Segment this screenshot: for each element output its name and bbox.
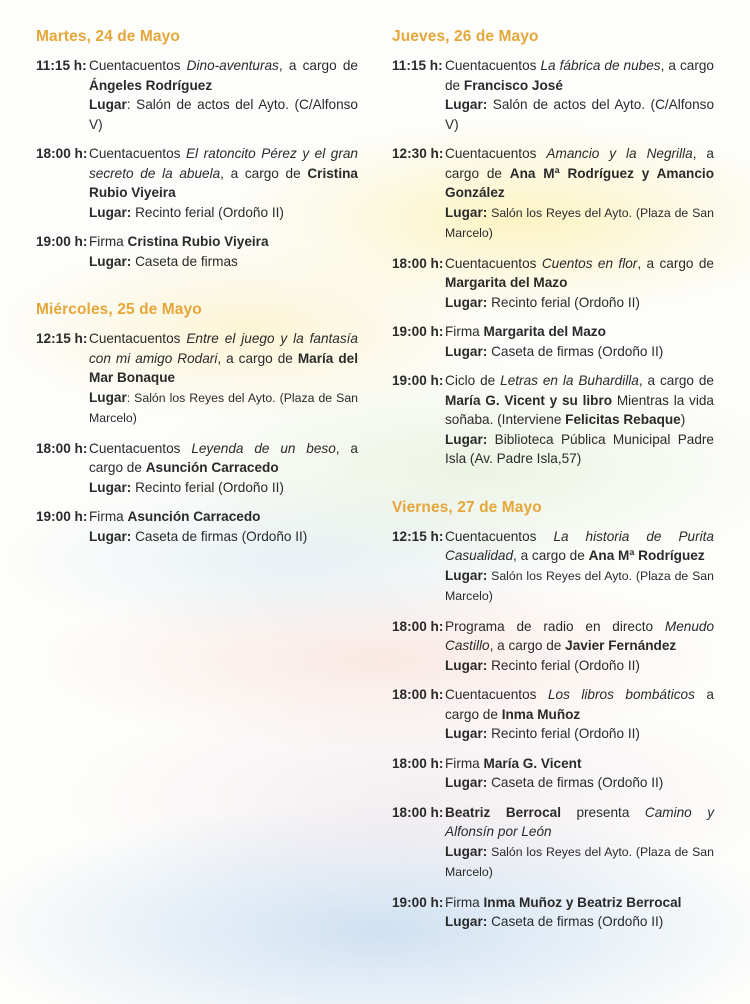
event-title: La fábrica de nubes — [540, 58, 661, 73]
left-column — [36, 28, 358, 556]
event-item — [36, 144, 358, 222]
event-place: Lugar: Salón de actos del Ayto. (C/Alfonso V) — [445, 97, 714, 132]
event-time: 11:15 h: — [36, 58, 87, 73]
event-item — [392, 685, 714, 744]
event-author: Francisco José — [463, 77, 563, 93]
event-place: Lugar: Salón de actos del Ayto. (C/Alfonso V) — [89, 97, 358, 132]
event-description: Cuentacuentos Leyenda de un beso, a cargo de Asunción Carracedo — [89, 440, 358, 475]
event-author: Javier Fernández — [565, 638, 677, 653]
event-time: 18:00 h: — [392, 618, 444, 634]
event-place: Lugar: Salón los Reyes del Ayto. (Plaza de San Marcelo) — [445, 204, 714, 240]
event-place: Lugar: Recinto ferial (Ordoño II) — [445, 657, 640, 673]
day-heading: Martes, 24 de Mayo — [36, 28, 180, 45]
event-author: Ana Mª Rodríguez y Amancio González — [445, 165, 714, 200]
event-time: 18:00 h: — [392, 755, 444, 771]
event-place: Lugar: Recinto ferial (Ordoño II) — [445, 294, 640, 310]
event-description: Cuentacuentos El ratoncito Pérez y el gran secreto de la abuela, a cargo de Cristina Rubio Viyeira — [89, 146, 358, 200]
event-description: Cuentacuentos Los libros bombáticos a cargo de Inma Muñoz — [445, 687, 714, 722]
event-item — [392, 527, 714, 607]
event-description: Firma María G. Vicent — [445, 755, 582, 771]
event-item — [392, 144, 714, 244]
event-description: Beatriz Berrocal presenta Camino y Alfonsín por León — [445, 804, 715, 839]
event-time: 12:15 h: — [36, 331, 88, 346]
event-place: Lugar: Recinto ferial (Ordoño II) — [89, 204, 284, 220]
event-place: Lugar: Caseta de firmas (Ordoño II) — [445, 775, 664, 790]
event-title: Amancio y la Negrilla — [546, 146, 693, 161]
event-description: Cuentacuentos La fábrica de nubes, a cargo de Francisco José — [445, 58, 714, 93]
event-author: María G. Vicent y su libro — [445, 392, 613, 408]
event-time: 12:15 h: — [392, 528, 444, 544]
event-author: María del Mar Bonaque — [89, 350, 358, 385]
event-title: Leyenda de un beso — [191, 440, 336, 456]
event-item — [36, 56, 358, 134]
event-description: Firma Asunción Carracedo — [89, 509, 261, 524]
event-description: Programa de radio en directo Menudo Castillo, a cargo de Javier Fernández — [445, 618, 714, 653]
event-author: Cristina Rubio Viyeira — [127, 234, 269, 249]
event-item — [392, 893, 714, 932]
event-author: Beatriz Berrocal — [445, 804, 561, 820]
right-column — [392, 28, 714, 942]
event-time: 19:00 h: — [392, 324, 444, 339]
event-item — [36, 439, 358, 498]
event-description: Ciclo de Letras en la Buhardilla, a cargo de María G. Vicent y su libro Mientras la vida soñaba. (Interviene Felicitas Rebaque) — [445, 373, 714, 427]
event-time: 19:00 h: — [392, 894, 444, 910]
event-author: Inma Muñoz — [501, 706, 581, 722]
event-description: Cuentacuentos Cuentos en flor, a cargo de Margarita del Mazo — [445, 255, 714, 290]
event-description: Firma Margarita del Mazo — [445, 324, 606, 339]
event-author: Ana Mª Rodríguez — [588, 548, 705, 563]
event-guest: Felicitas Rebaque — [565, 412, 681, 427]
event-author: María G. Vicent — [483, 755, 582, 771]
event-time: 18:00 h: — [392, 687, 444, 702]
event-time: 18:00 h: — [36, 440, 88, 456]
event-description: Cuentacuentos La historia de Purita Casualidad, a cargo de Ana Mª Rodríguez — [445, 528, 714, 563]
event-description: Firma Inma Muñoz y Beatriz Berrocal — [445, 894, 682, 910]
event-title: El ratoncito Pérez y el gran secreto de la abuela — [89, 146, 358, 181]
event-item — [36, 507, 358, 546]
event-time: 19:00 h: — [36, 509, 88, 524]
event-time: 19:00 h: — [392, 373, 444, 388]
event-title: Letras en la Buhardilla — [500, 373, 639, 388]
event-place: Lugar: Caseta de firmas — [89, 253, 238, 269]
event-item — [392, 617, 714, 676]
event-place: Lugar: Recinto ferial (Ordoño II) — [445, 726, 640, 741]
event-description: Firma Cristina Rubio Viyeira — [89, 234, 269, 249]
event-author: Asunción Carracedo — [127, 509, 261, 524]
event-place: Lugar: Recinto ferial (Ordoño II) — [89, 479, 284, 495]
event-item — [392, 754, 714, 793]
event-author: Ángeles Rodríguez — [89, 77, 213, 93]
event-place: Lugar: Salón los Reyes del Ayto. (Plaza de San Marcelo) — [445, 843, 714, 879]
day-heading: Miércoles, 25 de Mayo — [36, 301, 202, 318]
event-description: Cuentacuentos Entre el juego y la fantasía con mi amigo Rodari, a cargo de María del Mar Bonaque — [89, 331, 358, 385]
event-place: Lugar: Caseta de firmas (Ordoño II) — [445, 914, 664, 929]
event-place: Lugar: Salón los Reyes del Ayto. (Plaza de San Marcelo) — [89, 389, 358, 425]
event-place: Lugar: Biblioteca Pública Municipal Padre Isla (Av. Padre Isla,57) — [445, 431, 714, 466]
event-description: Cuentacuentos Dino-aventuras, a cargo de Ángeles Rodríguez — [89, 58, 358, 93]
event-item — [36, 329, 358, 429]
event-place: Lugar: Caseta de firmas (Ordoño II) — [89, 528, 308, 544]
day-heading: Viernes, 27 de Mayo — [392, 498, 542, 516]
event-place: Lugar: Salón los Reyes del Ayto. (Plaza de San Marcelo) — [445, 567, 714, 603]
event-title: Entre el juego y la fantasía con mi amigo Rodari — [89, 331, 358, 366]
event-time: 19:00 h: — [36, 234, 88, 249]
event-time: 18:00 h: — [36, 146, 88, 161]
event-time: 11:15 h: — [392, 58, 443, 73]
event-place: Lugar: Caseta de firmas (Ordoño II) — [445, 343, 664, 359]
event-author: Asunción Carracedo — [145, 460, 279, 475]
event-title: Menudo Castillo — [445, 618, 714, 653]
event-title: Los libros bombáticos — [547, 687, 695, 702]
event-title: Dino-aventuras — [186, 58, 279, 73]
event-author: Margarita del Mazo — [445, 275, 568, 290]
event-item — [392, 803, 714, 883]
day-heading: Jueves, 26 de Mayo — [392, 28, 539, 45]
event-title: Camino y Alfonsín por León — [445, 804, 715, 839]
event-time: 12:30 h: — [392, 146, 444, 161]
event-time: 18:00 h: — [392, 255, 444, 271]
event-item — [36, 232, 358, 271]
event-author: Margarita del Mazo — [483, 324, 606, 339]
event-item — [392, 322, 714, 361]
event-item — [392, 254, 714, 313]
event-title: La historia de Purita Casualidad — [445, 528, 714, 563]
event-author: Cristina Rubio Viyeira — [89, 165, 358, 200]
event-title: Cuentos en flor — [541, 255, 638, 271]
event-item — [392, 56, 714, 134]
event-description: Cuentacuentos Amancio y la Negrilla, a cargo de Ana Mª Rodríguez y Amancio González — [445, 146, 714, 200]
event-time: 18:00 h: — [392, 804, 444, 820]
event-item — [392, 371, 714, 469]
event-author: Inma Muñoz y Beatriz Berrocal — [483, 894, 682, 910]
